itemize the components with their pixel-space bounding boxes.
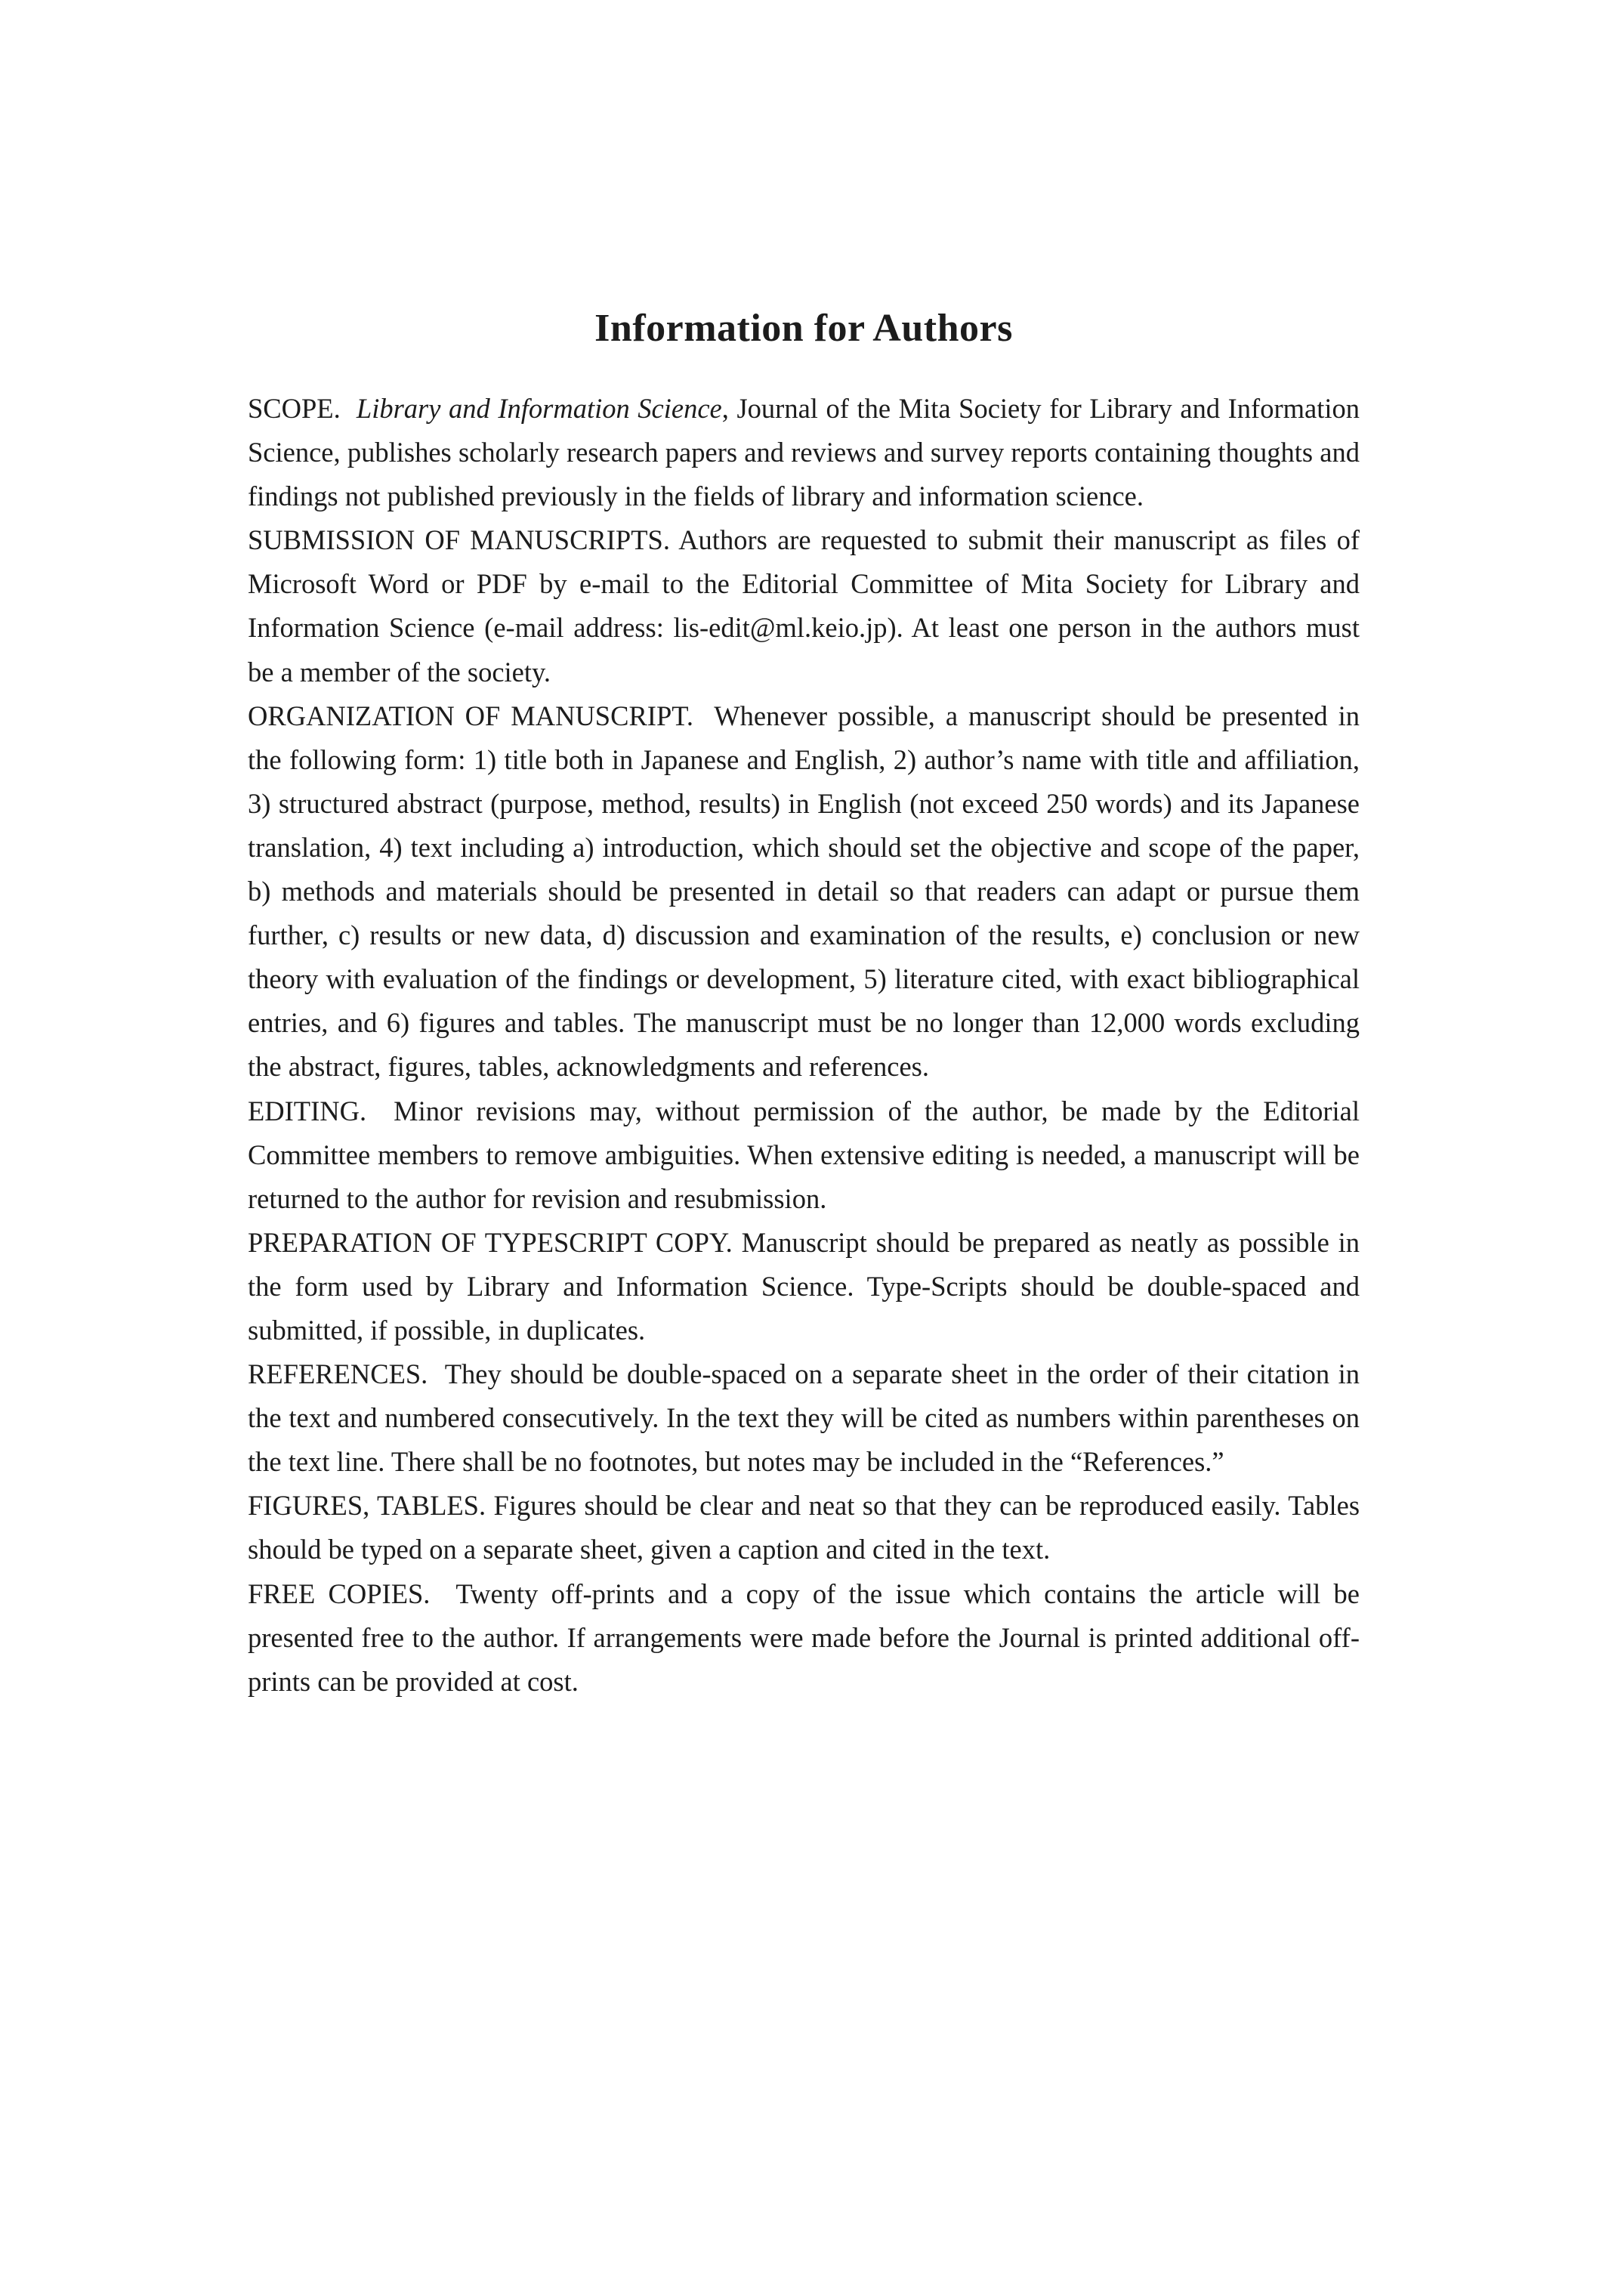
section-figures-tables bbox=[248, 1484, 1360, 1571]
section-heading: PREPARATION OF TYPESCRIPT COPY. bbox=[248, 1226, 733, 1258]
document-body bbox=[248, 387, 1360, 1704]
section-heading: FREE COPIES. bbox=[248, 1578, 431, 1609]
section-text: Figures should be clear and neat so that they can be reproduced easily. Tables should be typed on a separate sheet, given a caption and cited in the text. bbox=[248, 1490, 1360, 1565]
journal-name: Library and Information Science bbox=[356, 393, 722, 424]
section-text: They should be double-spaced on a separate sheet in the order of their citation in the text and numbered consecutively. In the text they will be cited as numbers within parentheses on the text line. There shall be no footnotes, but notes may be included in the “References.” bbox=[248, 1358, 1360, 1478]
section-text: Whenever possible, a manuscript should be presented in the following form: 1) title both in Japanese and English, 2) author’s name with title and affiliation, 3) structured abstract (purpose, method, results) in English (not exceed 250 words) and its Japanese translation, 4) text including a) introduction, which should set the objective and scope of the paper, b) methods and materials should be presented in detail so that readers can adapt or pursue them further, c) results or new data, d) discussion and examination of the results, e) conclusion or new theory with evaluation of the findings or development, 5) literature cited, with exact bibliographical entries, and 6) figures and tables. The manuscript must be no longer than 12,000 words excluding the abstract, figures, tables, acknowledgments and references. bbox=[248, 700, 1360, 1083]
section-submission bbox=[248, 518, 1360, 694]
section-heading: ORGANIZATION OF MANUSCRIPT. bbox=[248, 700, 693, 731]
section-preparation bbox=[248, 1221, 1360, 1352]
section-heading: SUBMISSION OF MANUSCRIPTS. bbox=[248, 524, 670, 556]
page-title: Information for Authors bbox=[594, 307, 1013, 350]
section-heading: EDITING. bbox=[248, 1095, 367, 1126]
section-text: Authors are requested to submit their manuscript as files of Microsoft Word or PDF by e-mail to the Editorial Committee of Mita Society for Library and Information Science (e-mail address: lis-edit@ml.keio.jp). At least one person in the authors must be a member of the society. bbox=[248, 524, 1360, 688]
section-text: , Journal of the Mita Society for Library and Information Science, publishes scholarly research papers and reviews and survey reports containing thoughts and findings not published previously in the fields of library and information science. bbox=[248, 393, 1360, 512]
section-text: Manuscript should be prepared as neatly as possible in the form used by Library and Information Science. Type-Scripts should be double-spaced and submitted, if possible, in duplicates. bbox=[248, 1226, 1360, 1346]
section-heading: REFERENCES. bbox=[248, 1358, 428, 1390]
section-heading: SCOPE. bbox=[248, 393, 341, 424]
section-heading: FIGURES, TABLES. bbox=[248, 1490, 486, 1522]
section-scope bbox=[248, 387, 1360, 518]
section-free-copies bbox=[248, 1572, 1360, 1704]
section-references bbox=[248, 1352, 1360, 1484]
section-organization bbox=[248, 694, 1360, 1089]
section-text: Twenty off-prints and a copy of the issue which contains the article will be presented free to the author. If arrangements were made before the Journal is printed additional off-prints can be provided at cost. bbox=[248, 1578, 1360, 1697]
section-text: Minor revisions may, without permission of the author, be made by the Editorial Committee members to remove ambiguities. When extensive editing is needed, a manuscript will be returned to the author for revision and resubmission. bbox=[248, 1095, 1360, 1214]
section-editing bbox=[248, 1089, 1360, 1221]
